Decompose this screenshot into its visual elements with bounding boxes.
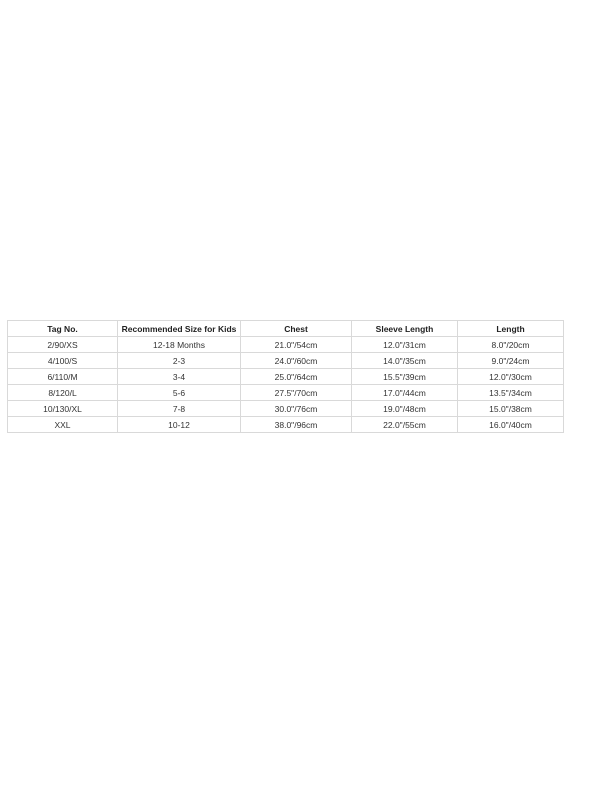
cell-chest: 38.0"/96cm bbox=[241, 417, 352, 433]
cell-tag-no: 4/100/S bbox=[8, 353, 118, 369]
cell-tag-no: 2/90/XS bbox=[8, 337, 118, 353]
table-row bbox=[8, 337, 564, 353]
table-row bbox=[8, 401, 564, 417]
header-chest: Chest bbox=[241, 321, 352, 337]
cell-sleeve-length: 22.0"/55cm bbox=[352, 417, 458, 433]
cell-length: 16.0"/40cm bbox=[458, 417, 564, 433]
cell-length: 15.0"/38cm bbox=[458, 401, 564, 417]
table-row bbox=[8, 369, 564, 385]
cell-sleeve-length: 19.0"/48cm bbox=[352, 401, 458, 417]
cell-recommended-size: 7-8 bbox=[118, 401, 241, 417]
cell-sleeve-length: 17.0"/44cm bbox=[352, 385, 458, 401]
cell-chest: 25.0"/64cm bbox=[241, 369, 352, 385]
cell-tag-no: 8/120/L bbox=[8, 385, 118, 401]
cell-recommended-size: 10-12 bbox=[118, 417, 241, 433]
cell-recommended-size: 3-4 bbox=[118, 369, 241, 385]
cell-chest: 27.5"/70cm bbox=[241, 385, 352, 401]
header-length: Length bbox=[458, 321, 564, 337]
table-row bbox=[8, 417, 564, 433]
header-tag-no: Tag No. bbox=[8, 321, 118, 337]
size-chart-table bbox=[7, 320, 564, 433]
cell-length: 12.0"/30cm bbox=[458, 369, 564, 385]
cell-recommended-size: 12-18 Months bbox=[118, 337, 241, 353]
cell-chest: 24.0"/60cm bbox=[241, 353, 352, 369]
cell-tag-no: XXL bbox=[8, 417, 118, 433]
cell-sleeve-length: 14.0"/35cm bbox=[352, 353, 458, 369]
cell-length: 9.0"/24cm bbox=[458, 353, 564, 369]
header-recommended-size: Recommended Size for Kids bbox=[118, 321, 241, 337]
cell-recommended-size: 5-6 bbox=[118, 385, 241, 401]
cell-tag-no: 10/130/XL bbox=[8, 401, 118, 417]
header-sleeve-length: Sleeve Length bbox=[352, 321, 458, 337]
cell-sleeve-length: 15.5"/39cm bbox=[352, 369, 458, 385]
cell-length: 13.5"/34cm bbox=[458, 385, 564, 401]
cell-sleeve-length: 12.0"/31cm bbox=[352, 337, 458, 353]
cell-chest: 21.0"/54cm bbox=[241, 337, 352, 353]
cell-length: 8.0"/20cm bbox=[458, 337, 564, 353]
cell-tag-no: 6/110/M bbox=[8, 369, 118, 385]
table-row bbox=[8, 385, 564, 401]
table-row bbox=[8, 353, 564, 369]
cell-recommended-size: 2-3 bbox=[118, 353, 241, 369]
cell-chest: 30.0"/76cm bbox=[241, 401, 352, 417]
table-header-row bbox=[8, 321, 564, 337]
